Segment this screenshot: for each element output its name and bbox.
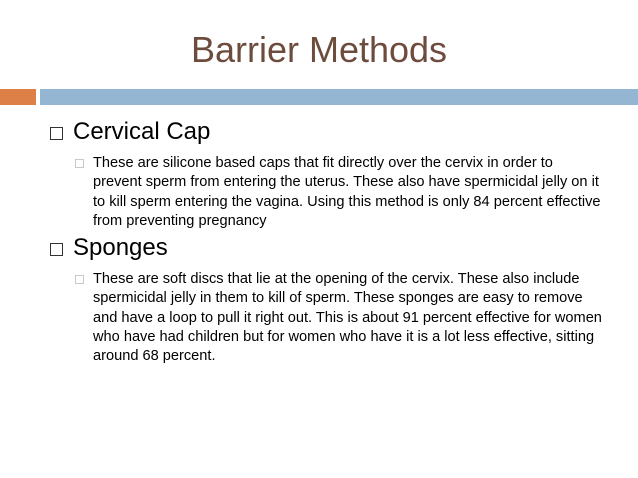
accent-bar-blue [40, 89, 638, 105]
accent-bar-orange [0, 89, 36, 105]
section-body-text: These are soft discs that lie at the opening of the cervix. These also include spermicidal jelly in them to kill of sperm. These sponges are easy to remove and have a loop to pull it right out. This is about 91 percent effective for women who have had children but for women who have it is a lot less effective, sitting around 68 percent. [93, 271, 602, 365]
section-heading-row [50, 118, 610, 148]
section-heading: Sponges [73, 234, 168, 261]
section-heading: Cervical Cap [73, 118, 211, 145]
section-body-row [50, 154, 610, 231]
sub-bullet-icon [75, 159, 84, 168]
section-sponges [50, 234, 610, 366]
section-body-text: These are silicone based caps that fit directly over the cervix in order to prevent sperm from entering the uterus. These also have spermicidal jelly on it to kill sperm entering the vagina. Using this method is only 84 percent effective from preventing pregnancy [93, 155, 601, 229]
section-body-row [50, 270, 610, 366]
bullet-square-icon [50, 127, 63, 140]
section-heading-row [50, 234, 610, 264]
bullet-square-icon [50, 243, 63, 256]
section-cervical-cap [50, 118, 610, 231]
slide-title: Barrier Methods [190, 29, 448, 70]
sub-bullet-icon [75, 275, 84, 284]
